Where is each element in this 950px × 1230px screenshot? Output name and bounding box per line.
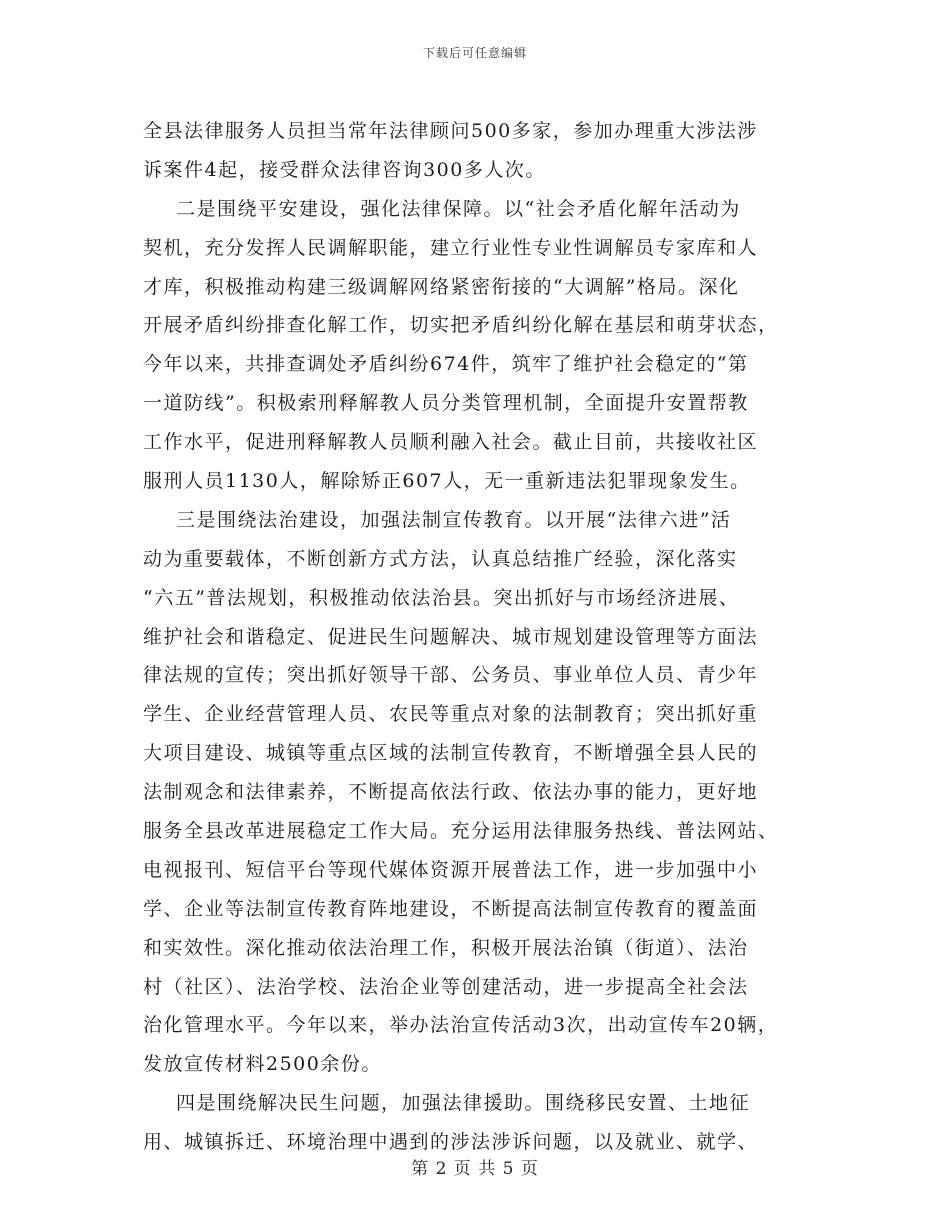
paragraph-1-line-2: 诉案件4起，接受群众法律咨询300多人次。 <box>143 158 546 181</box>
paragraph-2-line-7: 工作水平，促进刑释解教人员顺利融入社会。截止目前，共接收社区 <box>143 431 759 454</box>
paragraph-3-line-12: 和实效性。深化推动依法治理工作，积极开展法治镇（街道）、法治 <box>143 936 749 959</box>
paragraph-4-line-1: 四是围绕解决民生问题，加强法律援助。围绕移民安置、土地征 <box>176 1092 751 1115</box>
paragraph-3-line-15: 发放宣传材料2500余份。 <box>143 1053 382 1076</box>
document-body <box>143 112 808 1162</box>
paragraph-2-line-3: 才库，积极推动构建三级调解网络紧密衔接的“大调解”格局。深化 <box>143 275 740 298</box>
paragraph-3-line-6: 学生、企业经营管理人员、农民等重点对象的法制教育；突出抓好重 <box>143 703 759 726</box>
paragraph-3-line-8: 法制观念和法律素养，不断提高依法行政、依法办事的能力，更好地 <box>143 781 759 804</box>
paragraph-3-line-4: 维护社会和谐稳定、促进民生问题解决、城市规划建设管理等方面法 <box>143 625 759 648</box>
paragraph-4-line-2: 用、城镇拆迁、环境治理中遇到的涉法涉诉问题，以及就业、就学、 <box>143 1131 759 1154</box>
page-header-note: 下载后可任意编辑 <box>422 46 527 60</box>
paragraph-3-line-2: 动为重要载体，不断创新方式方法，认真总结推广经验，深化落实 <box>143 547 738 570</box>
page-number-footer: 第 2 页 共 5 页 <box>411 1159 539 1179</box>
paragraph-3-line-9: 服务全县改革进展稳定工作大局。充分运用法律服务热线、普法网站、 <box>143 820 779 843</box>
paragraph-2-line-8: 服刑人员1130人，解除矫正607人，无一重新违法犯罪现象发生。 <box>143 470 751 493</box>
paragraph-3-line-14: 治化管理水平。今年以来，举办法治宣传活动3次，出动宣传车20辆， <box>143 1014 779 1037</box>
paragraph-3-line-7: 大项目建设、城镇等重点区域的法制宣传教育，不断增强全县人民的 <box>143 742 759 765</box>
paragraph-2-line-4: 开展矛盾纠纷排查化解工作，切实把矛盾纠纷化解在基层和萌芽状态， <box>143 314 779 337</box>
paragraph-2-line-2: 契机，充分发挥人民调解职能，建立行业性专业性调解员专家库和人 <box>143 236 759 259</box>
paragraph-2-line-6: 一道防线”。积极索刑释解教人员分类管理机制，全面提升安置帮教 <box>143 392 749 415</box>
paragraph-3-line-1: 三是围绕法治建设，加强法制宣传教育。以开展“法律六进”活 <box>176 508 732 531</box>
paragraph-2-line-1: 二是围绕平安建设，强化法律保障。以“社会矛盾化解年活动为 <box>176 197 741 220</box>
paragraph-2-line-5: 今年以来，共排查调处矛盾纠纷674件，筑牢了维护社会稳定的“第 <box>143 353 749 376</box>
paragraph-1-line-1: 全县法律服务人员担当常年法律顾问500多家，参加办理重大涉法涉 <box>143 120 758 142</box>
paragraph-3-line-3: “六五”普法规划，积极推动依法治县。突出抓好与市场经济进展、 <box>143 586 740 609</box>
paragraph-3-line-5: 律法规的宣传；突出抓好领导干部、公务员、事业单位人员、青少年 <box>143 664 759 687</box>
paragraph-3-line-13: 村（社区）、法治学校、法治企业等创建活动，进一步提高全社会法 <box>143 975 749 998</box>
paragraph-3-line-11: 学、企业等法制宣传教育阵地建设，不断提高法制宣传教育的覆盖面 <box>143 897 759 920</box>
paragraph-3-line-10: 电视报刊、短信平台等现代媒体资源开展普法工作，进一步加强中小 <box>143 858 759 881</box>
